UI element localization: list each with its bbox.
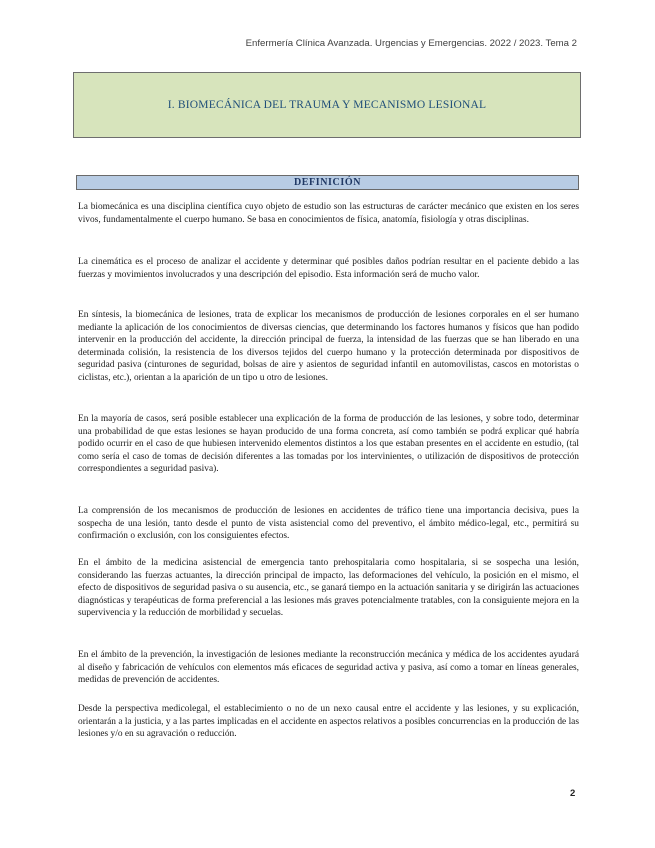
paragraph-7: En el ámbito de la prevención, la investigación de lesiones mediante la reconstrucción mecánica y médica de los accidentes ayudará al diseño y fabricación de vehículos con elementos más eficaces de seguridad activa y pasiva, así como a tomar en líneas generales, medidas de prevención de accidentes. (78, 650, 579, 686)
paragraph-6: En el ámbito de la medicina asistencial de emergencia tanto prehospitalaria como hospitalaria, si se sospecha una lesión, considerando las fuerzas actuantes, la dirección principal de impacto, las deformaciones del vehículo, la posición en el mismo, el efecto de dispositivos de seguridad pasiva o su ausencia, etc., se ganará tiempo en la actuación sanitaria y se dirigirán las actuaciones diagnósticas y terapéuticas de forma preferencial a las lesiones más graves potencialmente tratables, con la consiguiente mejora en la supervivencia y la reducción de morbilidad y secuelas. (78, 558, 579, 619)
paragraph-4: En la mayoría de casos, será posible establecer una explicación de la forma de producción de las lesiones, y sobre todo, determinar una probabilidad de que estas lesiones se hayan producido de una forma concreta, así como también se podrá explicar qué habría podido ocurrir en el caso de que hubiesen intervenido elementos distintos a los que estaban presentes en el accidente en estudio, (tal como sería el caso de tomas de decisión diferentes a las tomadas por los intervinientes, o utilización de dispositivos de protección correspondientes a seguridad pasiva). (78, 414, 579, 475)
paragraph-1: La biomecánica es una disciplina científica cuyo objeto de estudio son las estructuras de carácter mecánico que existen en los seres vivos, fundamentalmente el cuerpo humano. Se basa en conocimientos de física, anatomía, fisiología y otras disciplinas. (78, 202, 579, 225)
paragraph-3: En síntesis, la biomecánica de lesiones, trata de explicar los mecanismos de producción de lesiones corporales en el ser humano mediante la aplicación de los conocimientos de diversas ciencias, que determinando los factores humanos y físicos que han podido intervenir en la producción del accidente, la dirección principal de fuerza, la intensidad de las fuerzas que se han liberado en una determinada colisión, la resistencia de los diversos tejidos del cuerpo humano y la protección determinada por dispositivos de seguridad pasiva (cinturones de seguridad, bolsas de aire y asientos de seguridad infantil en automovilistas, cascos en motoristas o ciclistas, etc.), orientan a la aparición de un tipo u otro de lesiones. (78, 310, 579, 383)
paragraph-2: La cinemática es el proceso de analizar el accidente y determinar qué posibles daños podrían resultar en el paciente debido a las fuerzas y movimientos involucrados y una descripción del episodio. Esta información será de mucho valor. (78, 257, 579, 280)
subheading-bar (76, 175, 579, 190)
subheading-definicion: DEFINICIÓN (293, 177, 362, 188)
section-title-box (73, 72, 581, 138)
running-header: Enfermería Clínica Avanzada. Urgencias y Emergencias. 2022 / 2023. Tema 2 (245, 38, 577, 49)
paragraph-5: La comprensión de los mecanismos de producción de lesiones en accidentes de tráfico tiene una importancia decisiva, pues la sospecha de una lesión, tanto desde el punto de vista asistencial como del preventivo, el ámbito médico-legal, etc., permitirá su confirmación o exclusión, con los consiguientes efectos. (78, 506, 579, 542)
page-number: 2 (570, 788, 576, 799)
section-title: I. BIOMECÁNICA DEL TRAUMA Y MECANISMO LESIONAL (167, 99, 487, 111)
paragraph-8: Desde la perspectiva medicolegal, el establecimiento o no de un nexo causal entre el accidente y las lesiones, y su explicación, orientarán a la justicia, y a las partes implicadas en el accidente en aspectos relativos a posibles concurrencias en la producción de las lesiones y/o en su agravación o reducción. (78, 704, 579, 740)
